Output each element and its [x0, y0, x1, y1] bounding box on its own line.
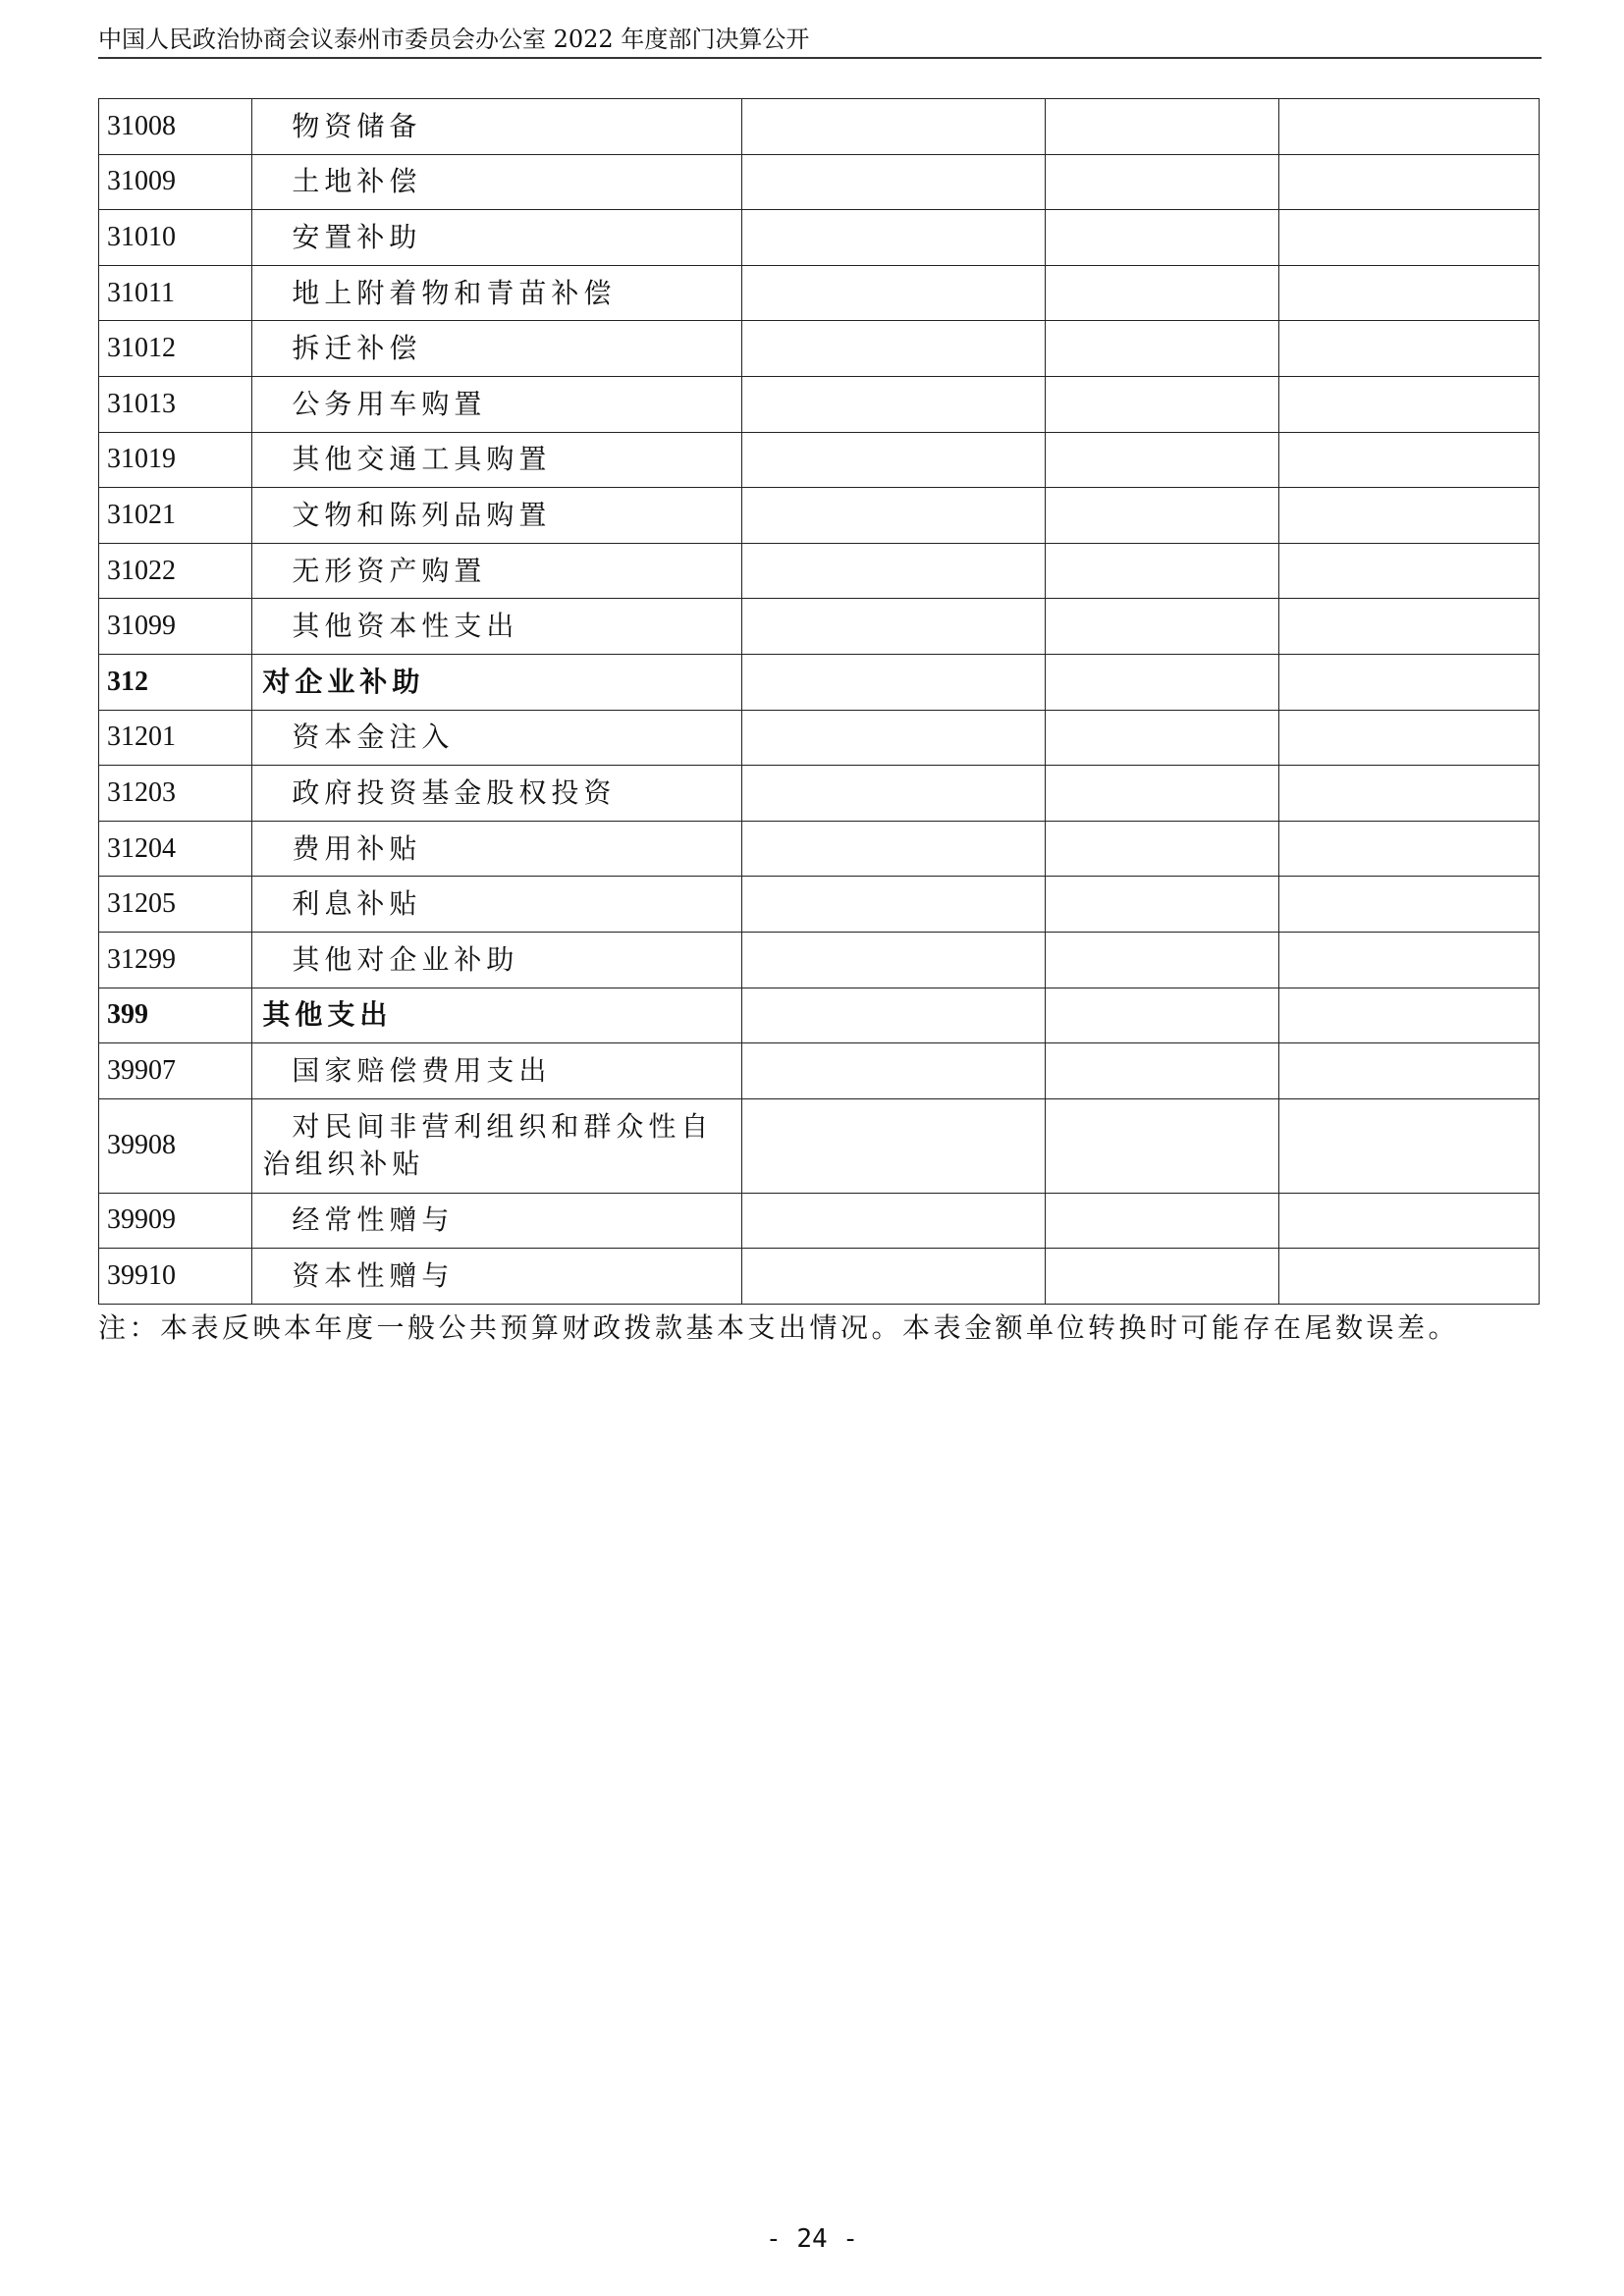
amount-cell	[1279, 154, 1540, 210]
economic-code: 31009	[99, 154, 252, 210]
table-row	[99, 1098, 1540, 1193]
amount-cell	[1279, 488, 1540, 544]
budget-table	[98, 98, 1540, 1305]
amount-cell	[742, 1098, 1046, 1193]
table-row	[99, 210, 1540, 266]
economic-code: 31010	[99, 210, 252, 266]
amount-cell	[742, 654, 1046, 710]
amount-cell	[742, 766, 1046, 822]
amount-cell	[1045, 99, 1278, 155]
amount-cell	[1045, 1249, 1278, 1305]
table-row	[99, 599, 1540, 655]
amount-cell	[742, 599, 1046, 655]
amount-cell	[742, 488, 1046, 544]
amount-cell	[742, 432, 1046, 488]
amount-cell	[1045, 654, 1278, 710]
amount-cell	[742, 877, 1046, 933]
table-row	[99, 821, 1540, 877]
economic-code: 31019	[99, 432, 252, 488]
amount-cell	[1045, 932, 1278, 988]
amount-cell	[1279, 1193, 1540, 1249]
amount-cell	[742, 1249, 1046, 1305]
item-name: 公务用车购置	[252, 376, 742, 432]
amount-cell	[1279, 1098, 1540, 1193]
category-code: 312	[99, 654, 252, 710]
table-row	[99, 265, 1540, 321]
amount-cell	[742, 154, 1046, 210]
table-row	[99, 99, 1540, 155]
amount-cell	[1279, 766, 1540, 822]
item-name: 费用补贴	[252, 821, 742, 877]
item-name: 物资储备	[252, 99, 742, 155]
amount-cell	[1045, 210, 1278, 266]
amount-cell	[1279, 654, 1540, 710]
item-name: 土地补偿	[252, 154, 742, 210]
table-row	[99, 766, 1540, 822]
table-row-category	[99, 654, 1540, 710]
amount-cell	[1279, 432, 1540, 488]
amount-cell	[742, 821, 1046, 877]
economic-code: 39909	[99, 1193, 252, 1249]
item-name: 其他交通工具购置	[252, 432, 742, 488]
economic-code: 31299	[99, 932, 252, 988]
amount-cell	[1279, 265, 1540, 321]
economic-code: 39907	[99, 1043, 252, 1099]
economic-code: 31203	[99, 766, 252, 822]
category-code: 399	[99, 988, 252, 1043]
economic-code: 31201	[99, 710, 252, 766]
economic-code: 31008	[99, 99, 252, 155]
item-name: 资本性赠与	[252, 1249, 742, 1305]
amount-cell	[742, 543, 1046, 599]
page-number: - 24 -	[766, 2224, 858, 2254]
amount-cell	[1045, 321, 1278, 377]
table-row	[99, 1043, 1540, 1099]
amount-cell	[742, 1043, 1046, 1099]
amount-cell	[1045, 376, 1278, 432]
item-name: 资本金注入	[252, 710, 742, 766]
page-header	[98, 22, 1542, 59]
economic-code: 31022	[99, 543, 252, 599]
amount-cell	[742, 710, 1046, 766]
amount-cell	[742, 321, 1046, 377]
item-name: 经常性赠与	[252, 1193, 742, 1249]
economic-code: 39908	[99, 1098, 252, 1193]
economic-code: 31021	[99, 488, 252, 544]
item-name: 拆迁补偿	[252, 321, 742, 377]
amount-cell	[1279, 1249, 1540, 1305]
item-name: 安置补助	[252, 210, 742, 266]
economic-code: 39910	[99, 1249, 252, 1305]
amount-cell	[1045, 265, 1278, 321]
amount-cell	[1279, 821, 1540, 877]
table-row	[99, 321, 1540, 377]
item-name: 其他对企业补助	[252, 932, 742, 988]
document-title: 中国人民政治协商会议泰州市委员会办公室 2022 年度部门决算公开	[98, 26, 810, 53]
table-row	[99, 154, 1540, 210]
amount-cell	[1279, 710, 1540, 766]
economic-code: 31012	[99, 321, 252, 377]
amount-cell	[1279, 99, 1540, 155]
amount-cell	[1045, 154, 1278, 210]
amount-cell	[742, 988, 1046, 1043]
amount-cell	[1045, 488, 1278, 544]
amount-cell	[1045, 710, 1278, 766]
amount-cell	[1045, 1193, 1278, 1249]
economic-code: 31099	[99, 599, 252, 655]
amount-cell	[1045, 988, 1278, 1043]
amount-cell	[742, 210, 1046, 266]
amount-cell	[1045, 766, 1278, 822]
amount-cell	[1279, 599, 1540, 655]
amount-cell	[1279, 1043, 1540, 1099]
amount-cell	[1045, 1043, 1278, 1099]
table-row-category	[99, 988, 1540, 1043]
amount-cell	[1279, 877, 1540, 933]
amount-cell	[742, 376, 1046, 432]
amount-cell	[1045, 1098, 1278, 1193]
amount-cell	[1279, 210, 1540, 266]
table-note: 注：本表反映本年度一般公共预算财政拨款基本支出情况。本表金额单位转换时可能存在尾数误差。	[98, 1311, 1460, 1344]
amount-cell	[1279, 988, 1540, 1043]
table-row	[99, 543, 1540, 599]
amount-cell	[1279, 376, 1540, 432]
item-name: 对民间非营利组织和群众性自治组织补贴	[252, 1098, 742, 1193]
table-row	[99, 488, 1540, 544]
item-name: 文物和陈列品购置	[252, 488, 742, 544]
amount-cell	[742, 1193, 1046, 1249]
table-row	[99, 877, 1540, 933]
amount-cell	[1045, 821, 1278, 877]
category-name: 其他支出	[252, 988, 742, 1043]
amount-cell	[1279, 932, 1540, 988]
economic-code: 31013	[99, 376, 252, 432]
amount-cell	[1045, 877, 1278, 933]
table-row	[99, 710, 1540, 766]
amount-cell	[1279, 543, 1540, 599]
economic-code: 31205	[99, 877, 252, 933]
item-name: 利息补贴	[252, 877, 742, 933]
amount-cell	[742, 265, 1046, 321]
amount-cell	[742, 99, 1046, 155]
amount-cell	[1045, 599, 1278, 655]
item-name: 无形资产购置	[252, 543, 742, 599]
amount-cell	[742, 932, 1046, 988]
category-name: 对企业补助	[252, 654, 742, 710]
table-row	[99, 1249, 1540, 1305]
table-row	[99, 932, 1540, 988]
table-row	[99, 1193, 1540, 1249]
table-row	[99, 376, 1540, 432]
table-row	[99, 432, 1540, 488]
item-name: 其他资本性支出	[252, 599, 742, 655]
economic-code: 31011	[99, 265, 252, 321]
amount-cell	[1045, 543, 1278, 599]
item-name: 地上附着物和青苗补偿	[252, 265, 742, 321]
item-name: 国家赔偿费用支出	[252, 1043, 742, 1099]
amount-cell	[1045, 432, 1278, 488]
item-name: 政府投资基金股权投资	[252, 766, 742, 822]
amount-cell	[1279, 321, 1540, 377]
economic-code: 31204	[99, 821, 252, 877]
